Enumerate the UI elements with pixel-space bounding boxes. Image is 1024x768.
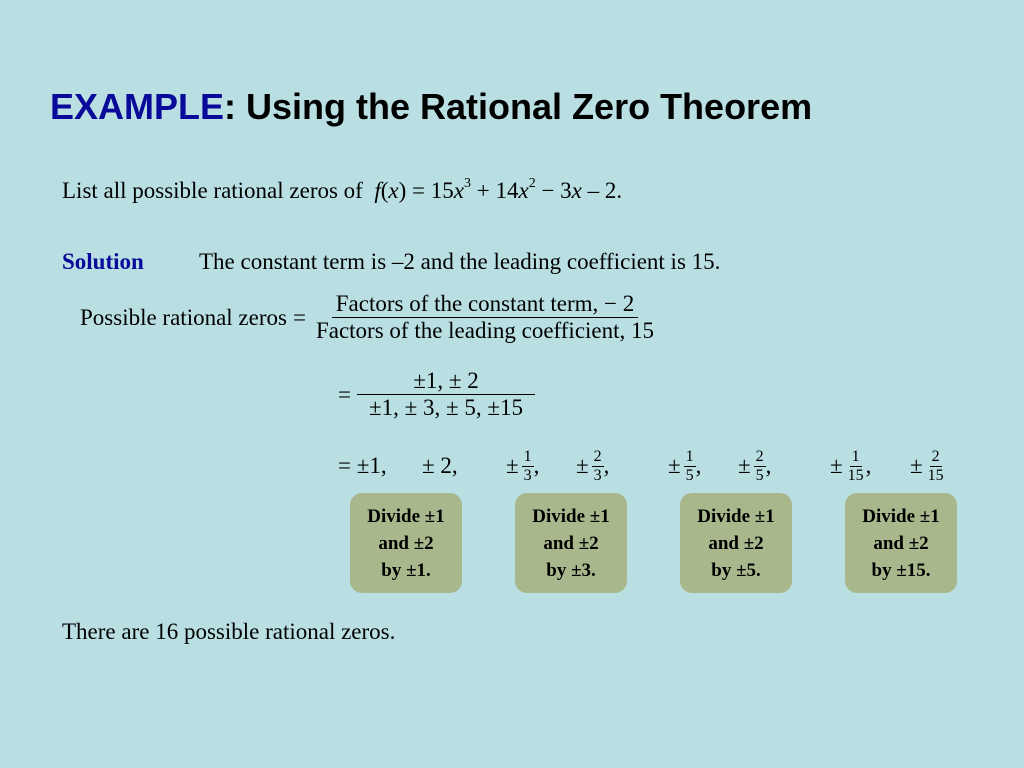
fraction-numerator: ±1, ± 2 (357, 368, 535, 395)
title-keyword: EXAMPLE (50, 86, 225, 127)
zero-term: ± $\frac{1}{3}$ , (506, 447, 540, 484)
note-box-divide-by-3: Divide ±1 and ±2 by ±3. (515, 493, 627, 593)
zero-term: ± $\frac{1}{5}$ , (668, 447, 702, 484)
equation-lhs: Possible rational zeros (80, 304, 287, 330)
zero-term: = ±1, (338, 453, 387, 478)
fraction-denominator: Factors of the leading coefficient, 15 (315, 318, 655, 344)
equation-factor-lists (338, 368, 535, 422)
fraction-numerator: Factors of the constant term, − 2 (332, 291, 638, 318)
small-fraction: $\frac{2}{15}$ (927, 447, 944, 484)
small-fraction: $\frac{2}{5}$ (755, 447, 764, 484)
note-box-divide-by-5: Divide ±1 and ±2 by ±5. (680, 493, 792, 593)
small-fraction: $\frac{1}{15}$ (847, 447, 864, 484)
slide-title (50, 86, 812, 128)
factor-list-fraction (357, 368, 535, 422)
zero-term: ± $\frac{2}{3}$ , (576, 447, 610, 484)
zero-term: ± $\frac{2}{5}$ , (738, 447, 772, 484)
note-box-divide-by-15: Divide ±1 and ±2 by ±15. (845, 493, 957, 593)
solution-text: The constant term is –2 and the leading coefficient is 15. (199, 249, 721, 274)
problem-statement (62, 178, 622, 204)
function-expression: $f(x) = 15x^3 + 14x^2 - 3x - 2$. (374, 176, 623, 203)
conclusion-text: There are 16 possible rational zeros. (62, 619, 396, 644)
small-fraction: $\frac{1}{5}$ (685, 447, 694, 484)
title-text: Using the Rational Zero Theorem (236, 86, 813, 127)
fraction-denominator: ±1, ± 3, ± 5, ±15 (368, 395, 523, 421)
zero-term: ± $\frac{2}{15}$ (910, 447, 944, 484)
equals-sign: = (338, 381, 351, 407)
small-fraction: $\frac{1}{3}$ (523, 447, 532, 484)
small-fraction: $\frac{2}{3}$ (593, 447, 602, 484)
problem-prefix: List all possible rational zeros of (62, 178, 363, 203)
note-box-divide-by-1: Divide ±1 and ±2 by ±1. (350, 493, 462, 593)
zero-term: ± 2, (422, 453, 458, 478)
equals-sign: = (292, 304, 306, 330)
factors-fraction (312, 291, 658, 345)
title-separator: : (224, 86, 237, 127)
zero-term: ± $\frac{1}{15}$ , (830, 447, 872, 484)
solution-label: Solution (62, 249, 144, 274)
equation-possible-zeros (80, 291, 658, 345)
